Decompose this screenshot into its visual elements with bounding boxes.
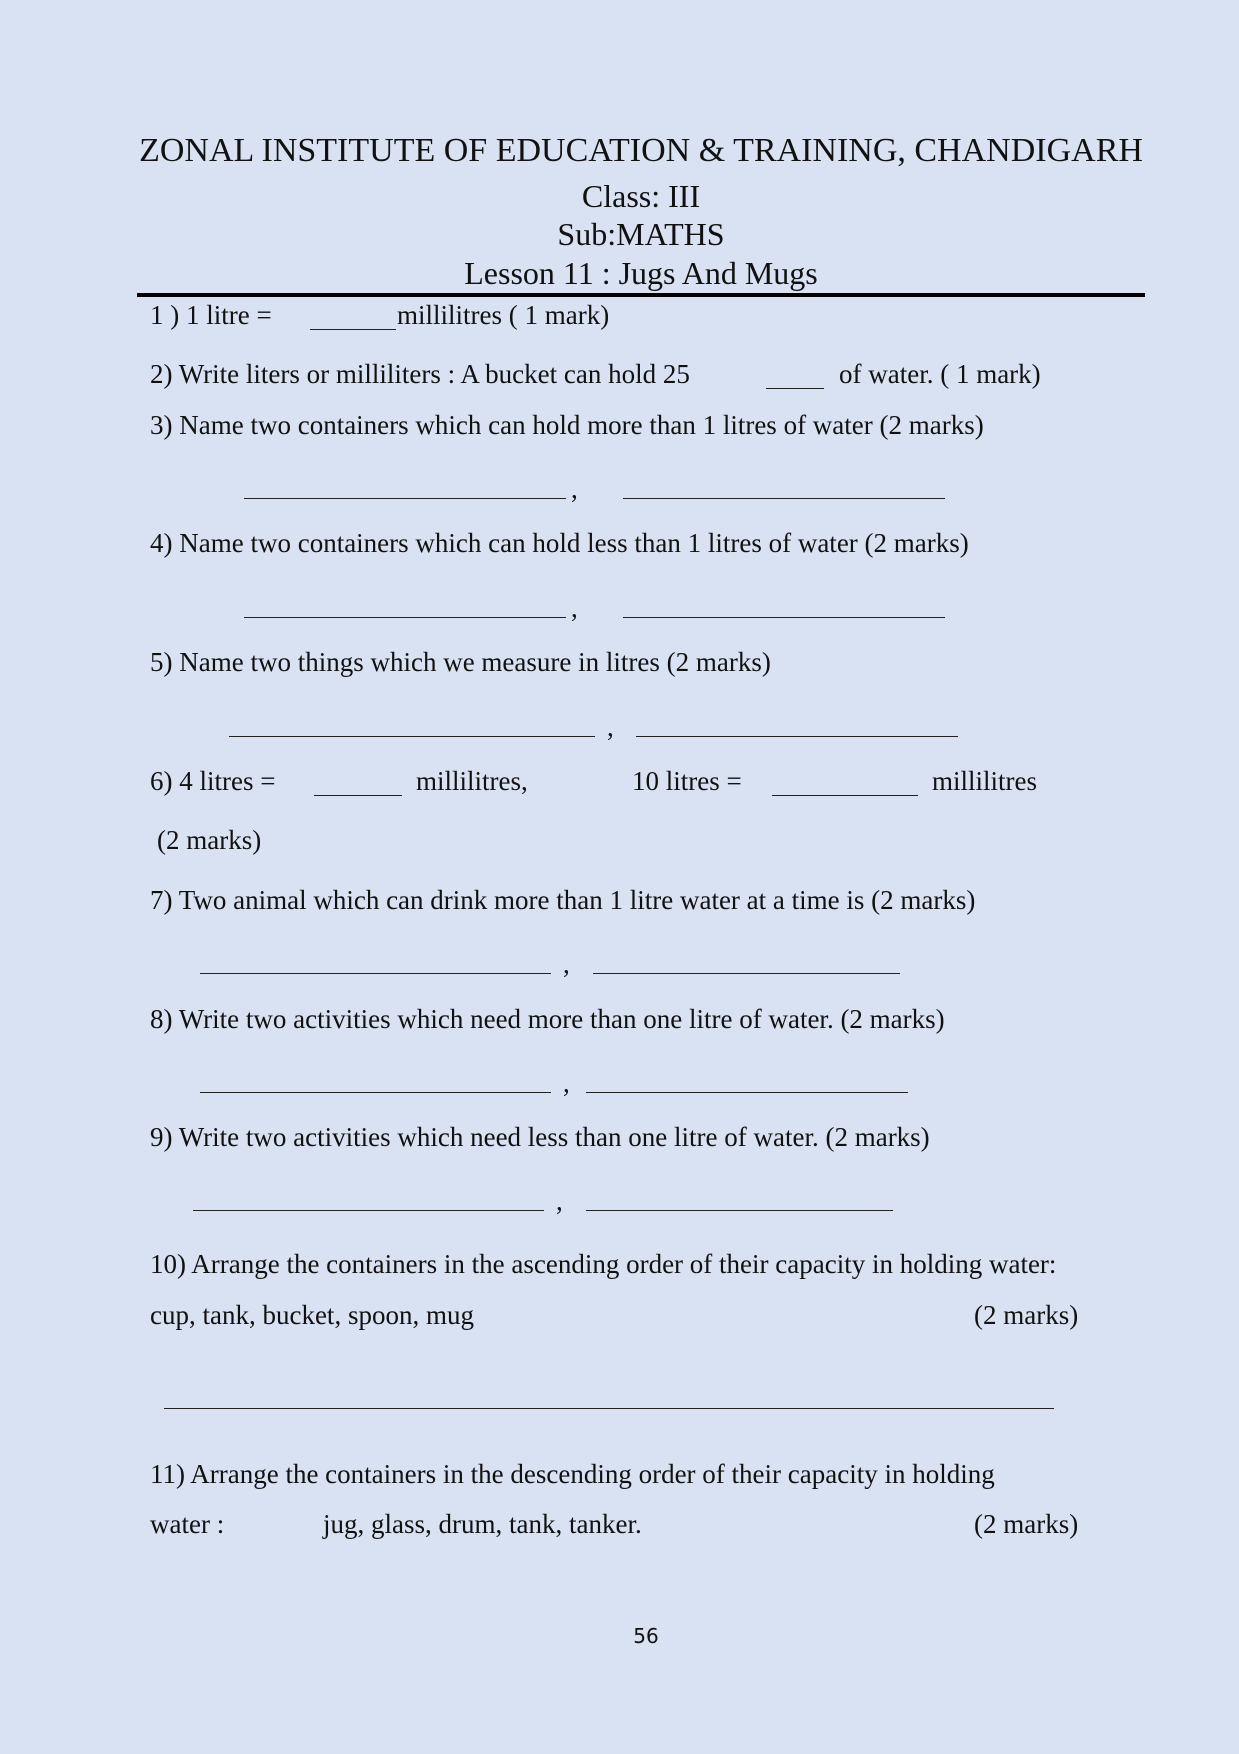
q10-items: cup, tank, bucket, spoon, mug (150, 1300, 474, 1330)
institute-title: ZONAL INSTITUTE OF EDUCATION & TRAINING, CHANDIGARH (139, 132, 1143, 169)
q4-answer-blank-2[interactable] (623, 617, 945, 618)
q6-marks: (2 marks) (157, 825, 262, 855)
q10-text: 10) Arrange the containers in the ascending order of their capacity in holding water: (150, 1249, 1057, 1279)
q9-answer-blank-1[interactable] (193, 1210, 544, 1211)
q8-answer-blank-1[interactable] (200, 1092, 551, 1093)
q6-a-lead: 6) 4 litres = (150, 766, 276, 796)
q1-answer-blank[interactable] (310, 329, 396, 330)
q3-separator: , (571, 474, 578, 504)
q7-separator: , (563, 949, 570, 979)
q11-lead: water : (150, 1509, 225, 1539)
q5-separator: , (607, 712, 614, 742)
q6-a-tail: millilitres, (416, 766, 528, 796)
q11-marks: (2 marks) (974, 1509, 1079, 1539)
q10-marks: (2 marks) (974, 1300, 1079, 1330)
q3-answer-blank-1[interactable] (244, 498, 566, 499)
q6-b-lead: 10 litres = (632, 766, 742, 796)
q6-b-tail: millilitres (932, 766, 1037, 796)
page-number: 56 (633, 1624, 659, 1648)
q9-separator: , (556, 1186, 563, 1216)
q2-answer-blank[interactable] (766, 388, 824, 389)
q1-lead: 1 ) 1 litre = (150, 300, 272, 330)
q7-answer-blank-1[interactable] (200, 973, 551, 974)
q2-lead: 2) Write liters or milliliters : A bucket can hold 25 (150, 359, 690, 389)
q10-answer-blank[interactable] (164, 1408, 1054, 1409)
q7-answer-blank-2[interactable] (593, 973, 900, 974)
q5-answer-blank-2[interactable] (636, 736, 958, 737)
q3-text: 3) Name two containers which can hold more than 1 litres of water (2 marks) (150, 410, 984, 440)
q11-items: jug, glass, drum, tank, tanker. (323, 1509, 642, 1539)
q9-text: 9) Write two activities which need less than one litre of water. (2 marks) (150, 1122, 930, 1152)
q7-text: 7) Two animal which can drink more than 1 litre water at a time is (2 marks) (150, 885, 976, 915)
q4-text: 4) Name two containers which can hold less than 1 litres of water (2 marks) (150, 528, 969, 558)
q4-separator: , (571, 593, 578, 623)
header-divider (137, 293, 1145, 297)
q8-answer-blank-2[interactable] (586, 1092, 908, 1093)
subject-label: Sub:MATHS (557, 216, 725, 252)
class-label: Class: III (581, 178, 701, 214)
q4-answer-blank-1[interactable] (244, 617, 566, 618)
q1-tail: millilitres ( 1 mark) (397, 300, 610, 330)
q8-separator: , (563, 1068, 570, 1098)
q5-answer-blank-1[interactable] (229, 736, 595, 737)
q6-answer-blank-2[interactable] (772, 795, 918, 796)
q6-answer-blank-1[interactable] (314, 795, 402, 796)
q9-answer-blank-2[interactable] (586, 1210, 893, 1211)
q5-text: 5) Name two things which we measure in litres (2 marks) (150, 647, 771, 677)
q2-tail: of water. ( 1 mark) (839, 359, 1041, 389)
q8-text: 8) Write two activities which need more than one litre of water. (2 marks) (150, 1004, 945, 1034)
lesson-title: Lesson 11 : Jugs And Mugs (464, 255, 818, 291)
q11-text: 11) Arrange the containers in the descending order of their capacity in holding (150, 1459, 995, 1489)
q3-answer-blank-2[interactable] (623, 498, 945, 499)
